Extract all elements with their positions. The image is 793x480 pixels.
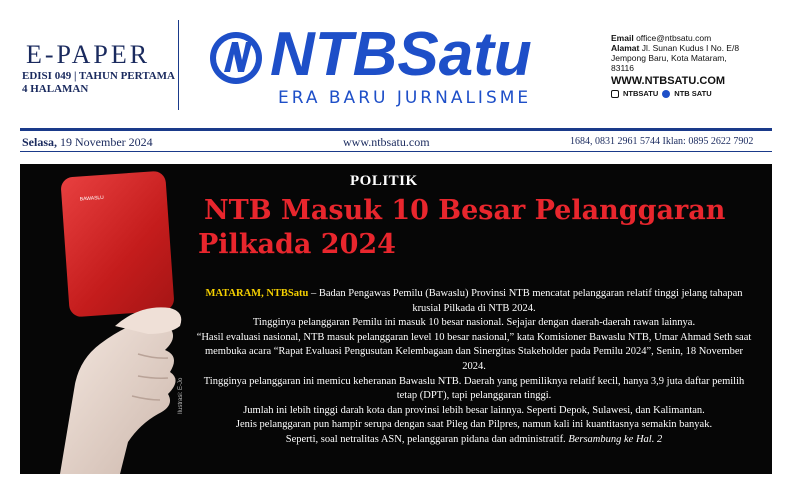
- issue-date: [22, 135, 153, 150]
- facebook-handle[interactable]: NTB SATU: [674, 89, 712, 98]
- paragraph-7: [194, 433, 754, 448]
- card-logo: BAWASLU: [79, 194, 105, 203]
- brand-name[interactable]: NTBSatu: [270, 20, 532, 89]
- contact-block: [611, 33, 786, 73]
- section-label: POLITIK: [350, 173, 418, 189]
- paragraph-7-text: Seperti, soal netralitas ASN, pelanggaran pidana dan administratif.: [285, 433, 566, 445]
- facebook-icon[interactable]: [662, 90, 670, 98]
- address-line-3: 83116: [611, 63, 635, 73]
- instagram-handle[interactable]: NTBSATU: [623, 89, 659, 98]
- social-links: [611, 89, 712, 98]
- issue-day: Selasa,: [22, 135, 58, 149]
- photo-credit: Ilustrasi: E-Jo: [178, 377, 184, 414]
- article-panel: [20, 164, 772, 474]
- email-value[interactable]: office@ntbsatu.com: [636, 33, 712, 43]
- article-body: [194, 287, 754, 448]
- address-line-2: Jempong Baru, Kota Mataram,: [611, 53, 727, 63]
- edition-number: EDISI 049 | TAHUN PERTAMA: [22, 70, 175, 82]
- paragraph-2: Tingginya pelanggaran Pemilu ini masuk 10 besar nasional. Sejajar dengan daerah-daerah rawan lainnya.: [252, 317, 696, 329]
- continued-link[interactable]: Bersambung ke Hal. 2: [568, 433, 663, 445]
- website-link[interactable]: WWW.NTBSATU.COM: [611, 75, 726, 87]
- edition-info: [22, 70, 175, 96]
- instagram-icon[interactable]: [611, 90, 619, 98]
- paragraph-5: Jumlah ini lebih tinggi darah kota dan provinsi lebih besar lainnya. Seperti Depok, Sulawesi, dan Kalimantan.: [243, 404, 705, 416]
- page-count: 4 HALAMAN: [22, 83, 89, 95]
- lead-paragraph: [194, 287, 754, 316]
- datebar-website[interactable]: www.ntbsatu.com: [343, 135, 430, 149]
- paragraph-3: “Hasil evaluasi nasional, NTB masuk pelanggaran level 10 besar nasional,” kata Komisioner Bawaslu NTB, Umar Ahmad Seth saat membuka acara “Rapat Evaluasi Pengusutan Kelembagaan dan Sinergitas Stakeholder pada Pemilu 2024”, Senin, 18 November 2024.: [196, 331, 752, 372]
- issue-date-text: 19 November 2024: [57, 135, 153, 149]
- address-label: Alamat: [611, 43, 640, 53]
- dateline: MATARAM, NTBSatu: [205, 288, 309, 299]
- headline-line-2: Pilkada 2024: [198, 229, 396, 260]
- email-label: Email: [611, 33, 634, 43]
- brand-tagline: ERA BARU JURNALISME: [278, 88, 532, 108]
- paragraph-6: Jenis pelanggaran pun hampir serupa dengan saat Pileg dan Pilpres, namun kali ini kuantitasnya semakin banyak.: [235, 419, 713, 431]
- masthead-divider: [178, 20, 179, 110]
- ntbsatu-logo-icon: [208, 30, 264, 86]
- hand-illustration: [20, 264, 210, 474]
- lead-text: – Badan Pengawas Pemilu (Bawaslu) Provinsi NTB mencatat pelanggaran relatif tinggi jelang tahapan krusial Pilkada di NTB 2024.: [308, 288, 743, 314]
- paragraph-4: Tingginya pelanggaran ini memicu keheranan Bawaslu NTB. Daerah yang pemiliknya relatif kecil, hanya 3,9 juta daftar pemilih tetap (DPT), tapi pelanggaran tinggi.: [203, 375, 745, 402]
- headline-line-1: NTB Masuk 10 Besar Pelanggaran: [204, 195, 726, 226]
- datebar-bottom-rule: [20, 151, 772, 152]
- epaper-label: E-PAPER: [26, 40, 151, 69]
- article-headline[interactable]: [198, 194, 758, 262]
- datebar-phones: 1684, 0831 2961 5744 Iklan: 0895 2622 7902: [570, 136, 754, 147]
- address-line-1: Jl. Sunan Kudus I No. E/8: [641, 43, 740, 53]
- datebar-top-rule: [20, 128, 772, 131]
